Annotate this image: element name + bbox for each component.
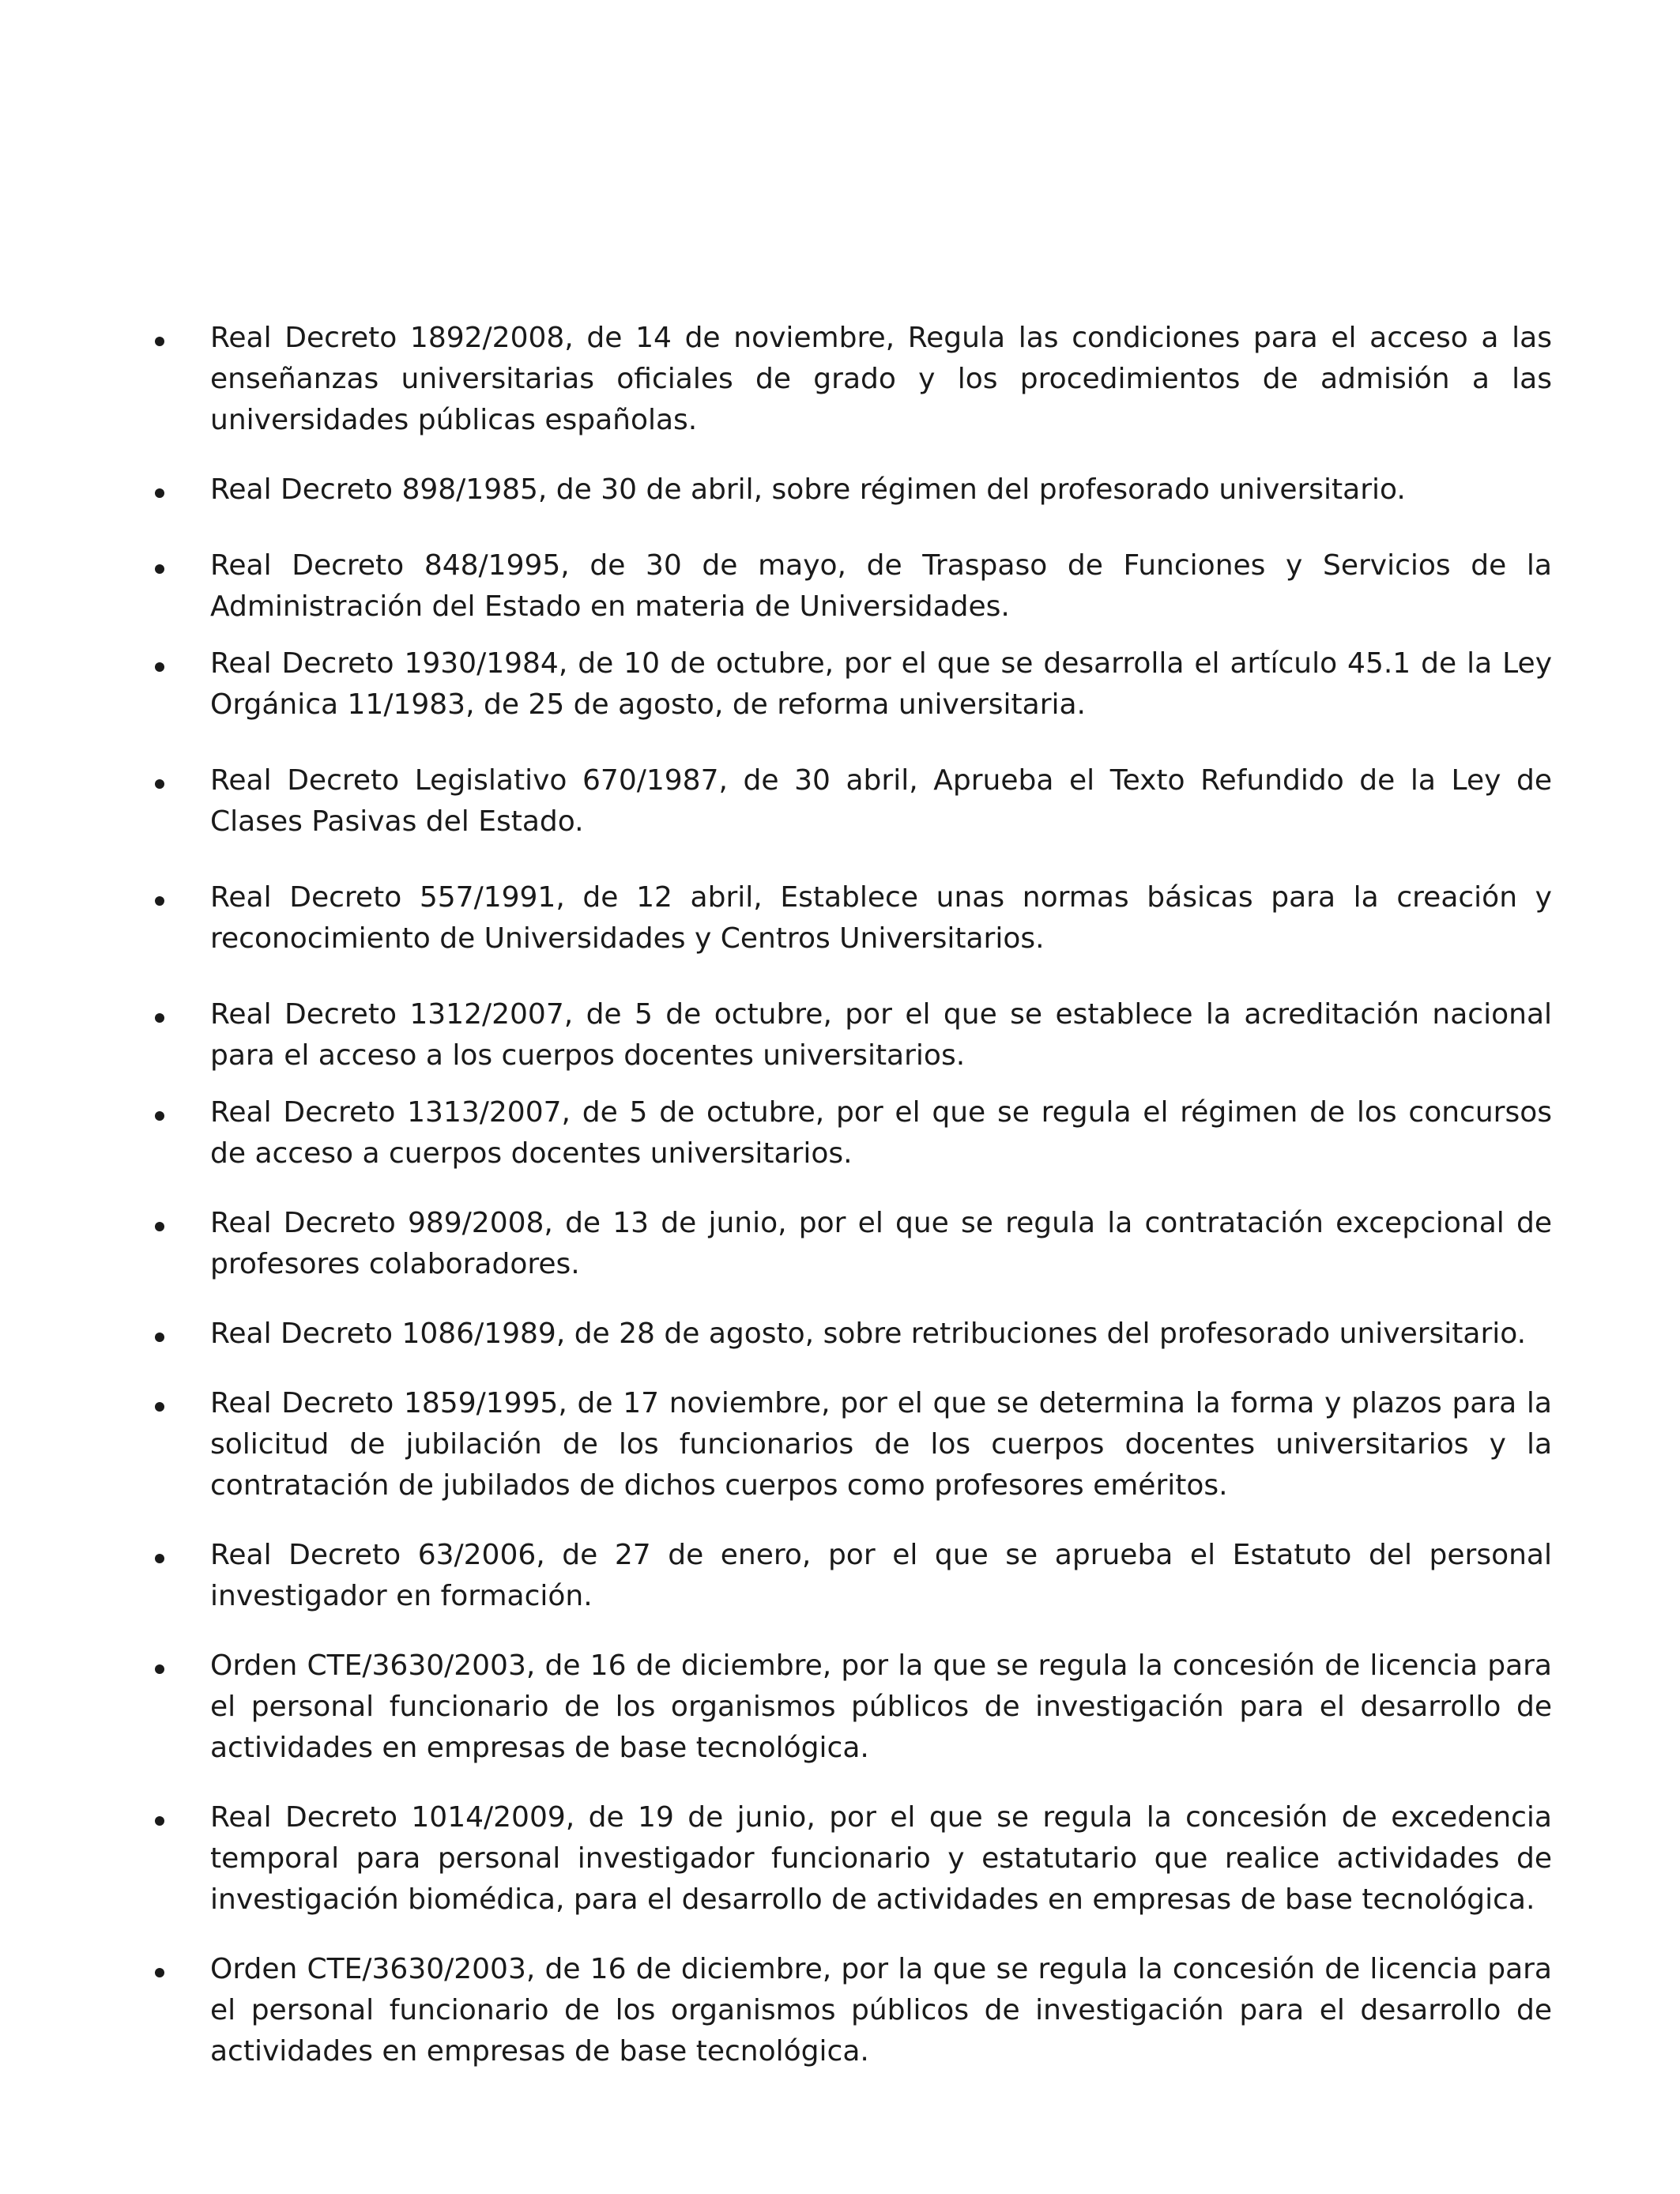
list-item-text: Real Decreto 1014/2009, de 19 de junio, por el que se regula la concesión de excedencia temporal para personal investigador funcionario y estatutario que realice actividades de investigación biomédica, para el desarrollo de actividades en empresas de base tecnológica. — [210, 1801, 1552, 1916]
bullet-icon — [155, 896, 164, 906]
list-item — [155, 877, 1552, 959]
list-item — [155, 1797, 1552, 1921]
list-item-text: Real Decreto 1313/2007, de 5 de octubre, por el que se regula el régimen de los concursos de acceso a cuerpos docentes universitarios. — [210, 1096, 1552, 1170]
bullet-icon — [155, 662, 164, 672]
bullet-icon — [155, 564, 164, 574]
list-item — [155, 643, 1552, 726]
list-item-text: Real Decreto 898/1985, de 30 de abril, sobre régimen del profesorado universitario. — [210, 473, 1406, 506]
list-item — [155, 1535, 1552, 1617]
list-item — [155, 760, 1552, 843]
bullet-icon — [155, 1968, 164, 1977]
list-item-text: Real Decreto Legislativo 670/1987, de 30 abril, Aprueba el Texto Refundido de la Ley de Clases Pasivas del Estado. — [210, 764, 1552, 838]
list-item-text: Real Decreto 557/1991, de 12 abril, Establece unas normas básicas para la creación y reconocimiento de Universidades y Centros Universitarios. — [210, 881, 1552, 955]
list-item-text: Real Decreto 1312/2007, de 5 de octubre, por el que se establece la acreditación nacional para el acceso a los cuerpos docentes universitarios. — [210, 998, 1552, 1072]
bullet-icon — [155, 1013, 164, 1023]
list-item-text: Real Decreto 1086/1989, de 28 de agosto, sobre retribuciones del profesorado universitario. — [210, 1318, 1527, 1350]
bullet-icon — [155, 779, 164, 789]
bullet-icon — [155, 1554, 164, 1563]
legislation-list — [155, 318, 1552, 2072]
list-item-text: Orden CTE/3630/2003, de 16 de diciembre, por la que se regula la concesión de licencia para el personal funcionario de los organismos públicos de investigación para el desarrollo de actividades en empresas de base tecnológica. — [210, 1953, 1552, 2068]
list-item-text: Real Decreto 848/1995, de 30 de mayo, de Traspaso de Funciones y Servicios de la Administración del Estado en materia de Universidades. — [210, 549, 1552, 623]
bullet-icon — [155, 1402, 164, 1412]
list-item — [155, 1203, 1552, 1285]
list-item — [155, 469, 1552, 511]
bullet-icon — [155, 1664, 164, 1674]
list-item-text: Real Decreto 989/2008, de 13 de junio, por el que se regula la contratación excepcional de profesores colaboradores. — [210, 1207, 1552, 1280]
list-item — [155, 318, 1552, 441]
list-item — [155, 545, 1552, 628]
list-item — [155, 1949, 1552, 2072]
list-item — [155, 994, 1552, 1076]
bullet-icon — [155, 337, 164, 346]
list-item — [155, 1314, 1552, 1355]
bullet-icon — [155, 1816, 164, 1826]
list-item-text: Real Decreto 1859/1995, de 17 noviembre, por el que se determina la forma y plazos para la solicitud de jubilación de los funcionarios de los cuerpos docentes universitarios y la contratación de jubilados de dichos cuerpos como profesores eméritos. — [210, 1387, 1552, 1502]
list-item — [155, 1383, 1552, 1506]
bullet-icon — [155, 1222, 164, 1231]
list-item — [155, 1646, 1552, 1769]
list-item-text: Real Decreto 1930/1984, de 10 de octubre, por el que se desarrolla el artículo 45.1 de la Ley Orgánica 11/1983, de 25 de agosto, de reforma universitaria. — [210, 647, 1552, 721]
list-item-text: Orden CTE/3630/2003, de 16 de diciembre, por la que se regula la concesión de licencia para el personal funcionario de los organismos públicos de investigación para el desarrollo de actividades en empresas de base tecnológica. — [210, 1649, 1552, 1764]
bullet-icon — [155, 1333, 164, 1342]
bullet-icon — [155, 488, 164, 498]
list-item-text: Real Decreto 63/2006, de 27 de enero, por el que se aprueba el Estatuto del personal investigador en formación. — [210, 1539, 1552, 1612]
list-item-text: Real Decreto 1892/2008, de 14 de noviembre, Regula las condiciones para el acceso a las enseñanzas universitarias oficiales de grado y los procedimientos de admisión a las universidades públicas españolas. — [210, 322, 1552, 436]
list-item — [155, 1092, 1552, 1174]
bullet-icon — [155, 1111, 164, 1121]
